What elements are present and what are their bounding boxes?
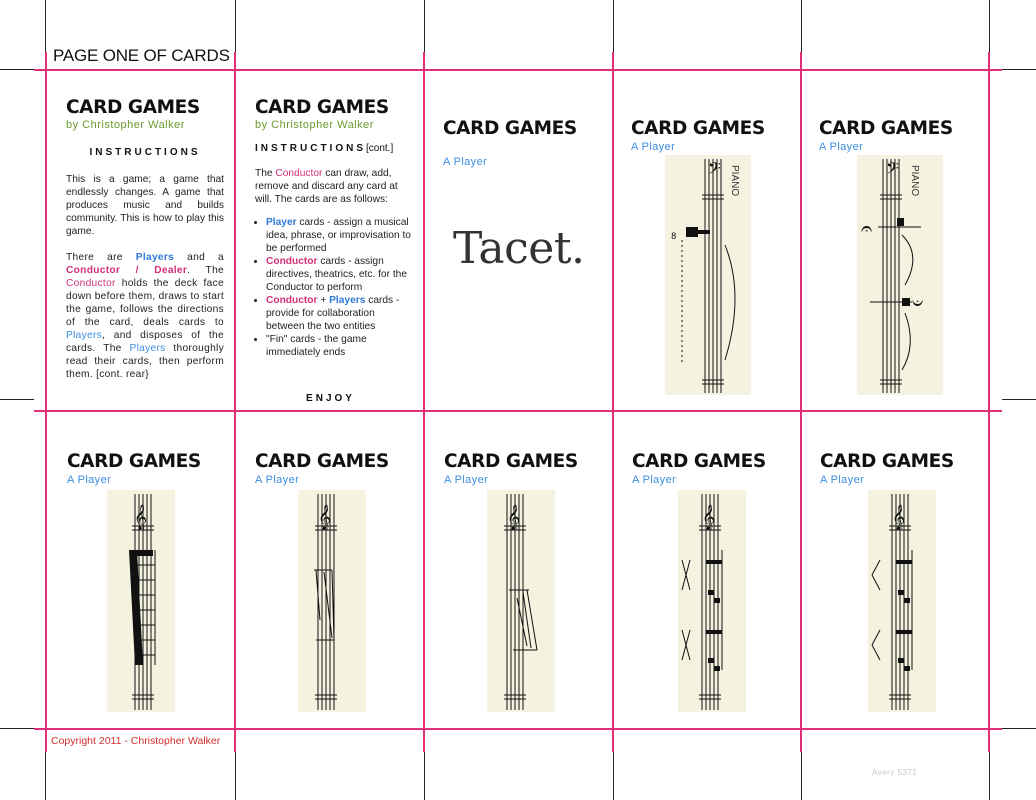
- score-svg: [857, 155, 943, 395]
- score-image: [487, 490, 555, 712]
- card-title: CARD GAMES: [444, 451, 578, 472]
- score-image: [107, 490, 175, 712]
- svg-text:𝄢: 𝄢: [708, 158, 721, 182]
- score-image: [868, 490, 936, 712]
- svg-text:𝄐: 𝄐: [861, 216, 873, 240]
- score-image: [665, 155, 751, 395]
- card-title: CARD GAMES: [67, 451, 201, 472]
- copyright-text: Copyright 2011 - Christopher Walker: [51, 735, 221, 747]
- card-title: CARD GAMES: [66, 97, 200, 118]
- paragraph-intro: This is a game; a game that endlessly changes. A game that produces music and builds community. This is how to play this game.: [66, 174, 224, 237]
- score-svg: [868, 490, 936, 712]
- svg-text:8: 8: [671, 232, 677, 242]
- player-label: A Player: [632, 474, 677, 486]
- player-label: A Player: [255, 474, 300, 486]
- avery-label: Avery 5371: [872, 768, 918, 777]
- svg-text:𝄞: 𝄞: [318, 505, 332, 530]
- paragraph-roles: There are Players and a Conductor / Dealer. The Conductor holds the deck face down before them, draws to start the game, follows the directions of the card, deals cards to Players, and disposes of the cards. The Players thoroughly read their cards, then perform them. [cont. rear}: [66, 252, 225, 380]
- player-label: A Player: [819, 141, 864, 153]
- byline: by Christopher Walker: [66, 119, 185, 131]
- enjoy-label: ENJOY: [306, 393, 355, 404]
- paragraph-conductor: The Conductor can draw, add, remove and discard any card at will. The cards are as follows:: [255, 168, 398, 205]
- svg-text:𝄞: 𝄞: [892, 505, 906, 530]
- svg-text:PIANO: PIANO: [729, 165, 740, 197]
- card-piano-2: [802, 71, 991, 389]
- byline: by Christopher Walker: [255, 119, 374, 131]
- player-label: A Player: [631, 141, 676, 153]
- card-tacet: [425, 71, 614, 389]
- instructions-text: [66, 173, 224, 381]
- instructions-heading: INSTRUCTIONS: [89, 147, 201, 158]
- player-label: A Player: [67, 474, 112, 486]
- score-svg: [487, 490, 555, 712]
- card-title: CARD GAMES: [255, 451, 389, 472]
- score-image: [678, 490, 746, 712]
- instructions-cont-text: [255, 167, 413, 359]
- card-title: CARD GAMES: [819, 118, 953, 139]
- svg-text:𝄑: 𝄑: [912, 291, 924, 315]
- player-label: A Player: [443, 156, 488, 168]
- card-player-1: [47, 412, 236, 730]
- card-piano-1: [614, 71, 803, 389]
- card-title: CARD GAMES: [820, 451, 954, 472]
- list-item: • Conductor + Players cards - provide for collaboration between the two entities: [266, 294, 413, 333]
- svg-text:PIANO: PIANO: [909, 165, 920, 197]
- page-title: PAGE ONE OF CARDS: [53, 46, 230, 65]
- svg-text:𝄞: 𝄞: [507, 505, 521, 530]
- card-instructions-cont: [236, 71, 425, 404]
- card-player-5: [802, 412, 991, 730]
- tacet-text: Tacet.: [453, 223, 585, 274]
- score-svg: [298, 490, 366, 712]
- score-image: [298, 490, 366, 712]
- card-player-2: [236, 412, 425, 730]
- card-player-3: [425, 412, 614, 730]
- score-svg: [665, 155, 751, 395]
- card-title: CARD GAMES: [255, 97, 389, 118]
- card-title: CARD GAMES: [631, 118, 765, 139]
- card-title: CARD GAMES: [443, 118, 577, 139]
- card-types-list: [255, 216, 413, 359]
- card-instructions: [47, 71, 236, 389]
- score-svg: [107, 490, 175, 712]
- player-label: A Player: [820, 474, 865, 486]
- instructions-heading: INSTRUCTIONS[cont.]: [255, 143, 394, 154]
- score-svg: [678, 490, 746, 712]
- list-item: • Conductor cards - assign directives, theatrics, etc. for the Conductor to perform: [266, 255, 413, 294]
- svg-text:𝄞: 𝄞: [134, 505, 148, 530]
- list-item: • "Fin" cards - the game immediately ends: [266, 333, 413, 359]
- list-item: • Player cards - assign a musical idea, phrase, or improvisation to be performed: [266, 216, 413, 255]
- score-image: [857, 155, 943, 395]
- player-label: A Player: [444, 474, 489, 486]
- card-title: CARD GAMES: [632, 451, 766, 472]
- card-player-4: [614, 412, 803, 730]
- svg-text:𝄞: 𝄞: [702, 505, 716, 530]
- svg-text:𝄢: 𝄢: [886, 158, 899, 182]
